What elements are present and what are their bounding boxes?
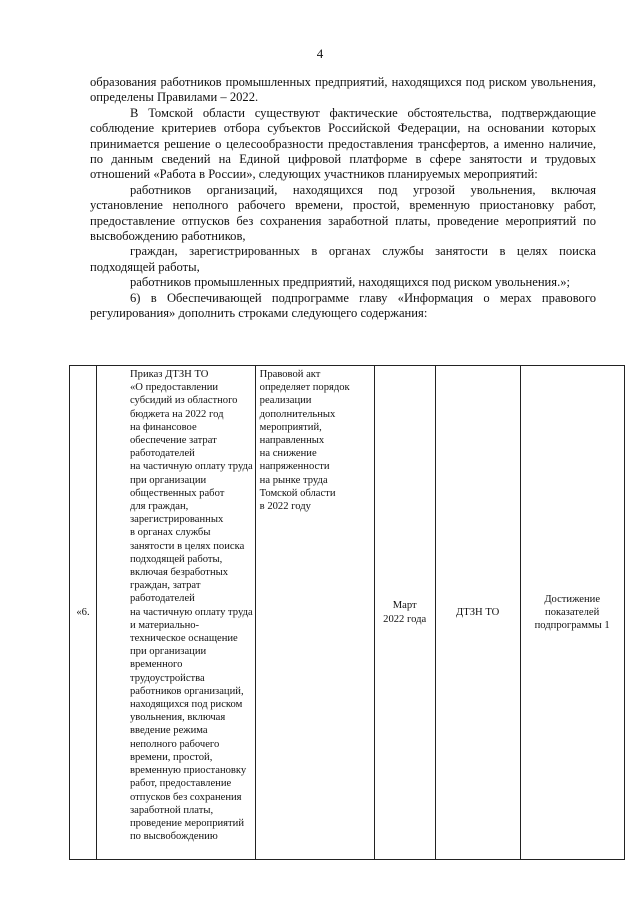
document-text: [97, 366, 255, 843]
body-text: [90, 75, 596, 322]
document-line: работодателей: [130, 448, 195, 460]
document-line: бюджета на 2022 год: [130, 408, 224, 420]
document-line: работ, предоставление: [130, 778, 232, 790]
document-line: при организации: [130, 474, 207, 486]
document-line: Приказ ДТЗН ТО: [130, 369, 209, 380]
document-line: обеспечение затрат: [130, 435, 217, 447]
document-line: в органах службы: [130, 527, 211, 539]
document-cell: [97, 366, 256, 860]
page-number: 4: [316, 46, 324, 61]
document-line: на финансовое: [130, 421, 197, 433]
document-line: зарегистрированных: [130, 514, 224, 526]
document-line: и материально-: [130, 619, 200, 631]
document-line: работников организаций,: [130, 685, 244, 697]
result-line: показателей: [545, 606, 600, 618]
content-line: в 2022 году: [259, 501, 311, 513]
document-line: техническое оснащение: [130, 633, 238, 645]
document-line: для граждан,: [130, 501, 189, 513]
content-line: направленных: [259, 435, 325, 447]
document-line: при организации: [130, 646, 207, 658]
document-line: «О предоставлении: [130, 382, 219, 394]
date-line: Март: [392, 600, 417, 612]
date-text: [375, 599, 435, 625]
document-line: включая безработных: [130, 567, 229, 579]
document-line: на частичную оплату труда: [130, 606, 253, 618]
paragraph: работников промышленных предприятий, находящихся под риском увольнения.»;: [130, 275, 571, 290]
executor-cell: [435, 366, 520, 860]
document-line: субсидий из областного: [130, 395, 238, 407]
document-line: находящихся под риском: [130, 699, 243, 711]
document-line: введение режима: [130, 725, 208, 737]
document-line: временного: [130, 659, 183, 671]
paragraph: образования работников промышленных предприятий, находящихся под риском увольнения, определены Правилами – 2022.: [90, 75, 596, 105]
result-cell: [520, 366, 624, 860]
row-number-cell: [70, 366, 97, 860]
document-line: временную приостановку: [130, 765, 247, 777]
date-cell: [374, 366, 435, 860]
document-line: проведение мероприятий: [130, 817, 245, 829]
content-line: Правовой акт: [259, 369, 321, 380]
paragraph: работников организаций, находящихся под угрозой увольнения, включая установление неполного рабочего времени, простой, временную приостановку работ, предоставление отпусков без сохранения заработной платы, проведение мероприятий по высвобождению работников,: [90, 182, 596, 244]
document-line: времени, простой,: [130, 751, 213, 763]
document-line: по высвобождению: [130, 831, 218, 843]
content-line: определяет порядок: [259, 382, 350, 394]
paragraph: 6) в Обеспечивающей подпрограмме главу «Информация о мерах правового регулирования» дополнить строками следующего содержания:: [90, 290, 596, 321]
row-number: «6.: [76, 606, 90, 618]
document-line: увольнения, включая: [130, 712, 226, 724]
content-line: на рынке труда: [259, 474, 328, 486]
result-line: подпрограммы 1: [534, 620, 610, 632]
legal-measures-table: [69, 365, 625, 860]
document-line: подходящей работы,: [130, 553, 223, 565]
document-line: трудоустройства: [130, 672, 205, 684]
content-line: мероприятий,: [259, 421, 322, 433]
document-line: занятости в целях поиска: [130, 540, 245, 552]
content-line: напряженности: [259, 461, 330, 473]
document-line: общественных работ: [130, 487, 225, 499]
content-line: дополнительных: [259, 408, 336, 420]
result-line: Достижение: [544, 593, 601, 605]
content-cell: [255, 366, 374, 860]
content-line: на снижение: [259, 448, 317, 460]
content-line: реализации: [259, 395, 312, 407]
paragraph: граждан, зарегистрированных в органах службы занятости в целях поиска подходящей работы,: [90, 244, 596, 274]
content-text: [256, 366, 374, 513]
document-line: работодателей: [130, 593, 195, 605]
date-line: 2022 года: [383, 613, 427, 625]
document-line: отпусков без сохранения: [130, 791, 242, 803]
document-line: на частичную оплату труда: [130, 461, 253, 473]
content-line: Томской области: [259, 487, 336, 499]
table-row: [70, 366, 625, 860]
document-line: граждан, затрат: [130, 580, 201, 592]
paragraph: В Томской области существуют фактические обстоятельства, подтверждающие соблюдение критериев отбора субъектов Российской Федерации, на основании которых принимается решение о целесообразности предоставления трансфертов, а именно наличие, по данным сведений на Единой цифровой платформе в сфере занятости и трудовых отношений «Работа в России», следующих участников планируемых мероприятий:: [90, 105, 596, 182]
result-text: [521, 593, 624, 633]
document-line: неполного рабочего: [130, 738, 220, 750]
executor-text: ДТЗН ТО: [456, 606, 500, 618]
document-line: заработной платы,: [130, 804, 214, 816]
